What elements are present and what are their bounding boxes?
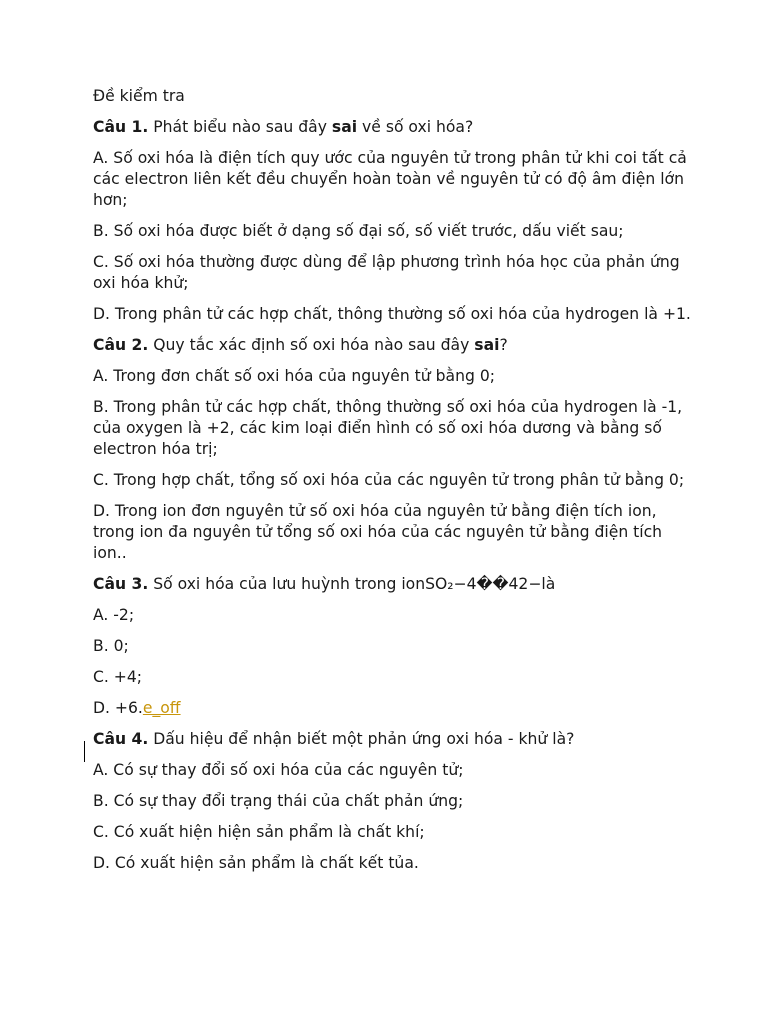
question-3-text: Số oxi hóa của lưu huỳnh trong ionSO₂−4��42−là — [148, 575, 556, 593]
question-3-option-b: B. 0; — [93, 637, 129, 655]
question-3-option-c: C. +4; — [93, 668, 143, 686]
question-4-option-b: B. Có sự thay đổi trạng thái của chất phản ứng; — [93, 792, 464, 810]
question-1-option-a: A. Số oxi hóa là điện tích quy ước của nguyên tử trong phân tử khi coi tất cả các electron liên kết đều chuyển hoàn toàn về nguyên tử có độ âm điện lớn hơn; — [93, 149, 687, 209]
question-4-option-c: C. Có xuất hiện hiện sản phẩm là chất khí; — [93, 823, 425, 841]
question-2-option-a: A. Trong đơn chất số oxi hóa của nguyên tử bằng 0; — [93, 367, 496, 385]
question-2-option-b: B. Trong phân tử các hợp chất, thông thường số oxi hóa của hydrogen là -1, của oxygen là +2, các kim loại điển hình có số oxi hóa dương và bằng số electron hóa trị; — [93, 398, 683, 458]
document-title: Đề kiểm tra — [93, 87, 185, 105]
question-1 — [93, 117, 693, 138]
question-2-emphasis: sai — [474, 336, 500, 354]
question-3 — [93, 574, 693, 595]
question-1-text-a: Phát biểu nào sau đây — [148, 118, 332, 136]
question-2-label: Câu 2. — [93, 336, 149, 354]
question-2-option-c: C. Trong hợp chất, tổng số oxi hóa của các nguyên tử trong phân tử bằng 0; — [93, 471, 685, 489]
question-1-option-b: B. Số oxi hóa được biết ở dạng số đại số, số viết trước, dấu viết sau; — [93, 222, 624, 240]
question-3-option-a: A. -2; — [93, 606, 135, 624]
revision-bar — [84, 741, 85, 762]
document-page — [93, 86, 693, 884]
question-1-text-b: về số oxi hóa? — [357, 118, 474, 136]
question-4 — [93, 729, 693, 750]
question-4-text: Dấu hiệu để nhận biết một phản ứng oxi hóa - khử là? — [148, 730, 575, 748]
question-1-emphasis: sai — [331, 118, 358, 136]
question-2-option-d: D. Trong ion đơn nguyên tử số oxi hóa của nguyên tử bằng điện tích ion, trong ion đa nguyên tử tổng số oxi hóa của các nguyên tử bằng điện tích ion.. — [93, 502, 663, 562]
question-2-text-b: ? — [499, 336, 508, 354]
question-2-text-a: Quy tắc xác định số oxi hóa nào sau đây — [148, 336, 475, 354]
question-3-label: Câu 3. — [93, 575, 149, 593]
question-3-option-d-text: D. +6. — [93, 699, 143, 717]
question-4-option-a: A. Có sự thay đổi số oxi hóa của các nguyên tử; — [93, 761, 464, 779]
question-1-option-d: D. Trong phân tử các hợp chất, thông thường số oxi hóa của hydrogen là +1. — [93, 305, 691, 323]
question-4-label: Câu 4. — [93, 730, 149, 748]
question-1-label: Câu 1. — [93, 118, 149, 136]
question-2 — [93, 335, 693, 356]
question-3-option-d — [93, 698, 693, 719]
question-1-option-c: C. Số oxi hóa thường được dùng để lập phương trình hóa học của phản ứng oxi hóa khử; — [93, 253, 680, 292]
question-4-option-d: D. Có xuất hiện sản phẩm là chất kết tủa. — [93, 854, 419, 872]
track-change-mark[interactable]: e_off — [142, 699, 181, 717]
